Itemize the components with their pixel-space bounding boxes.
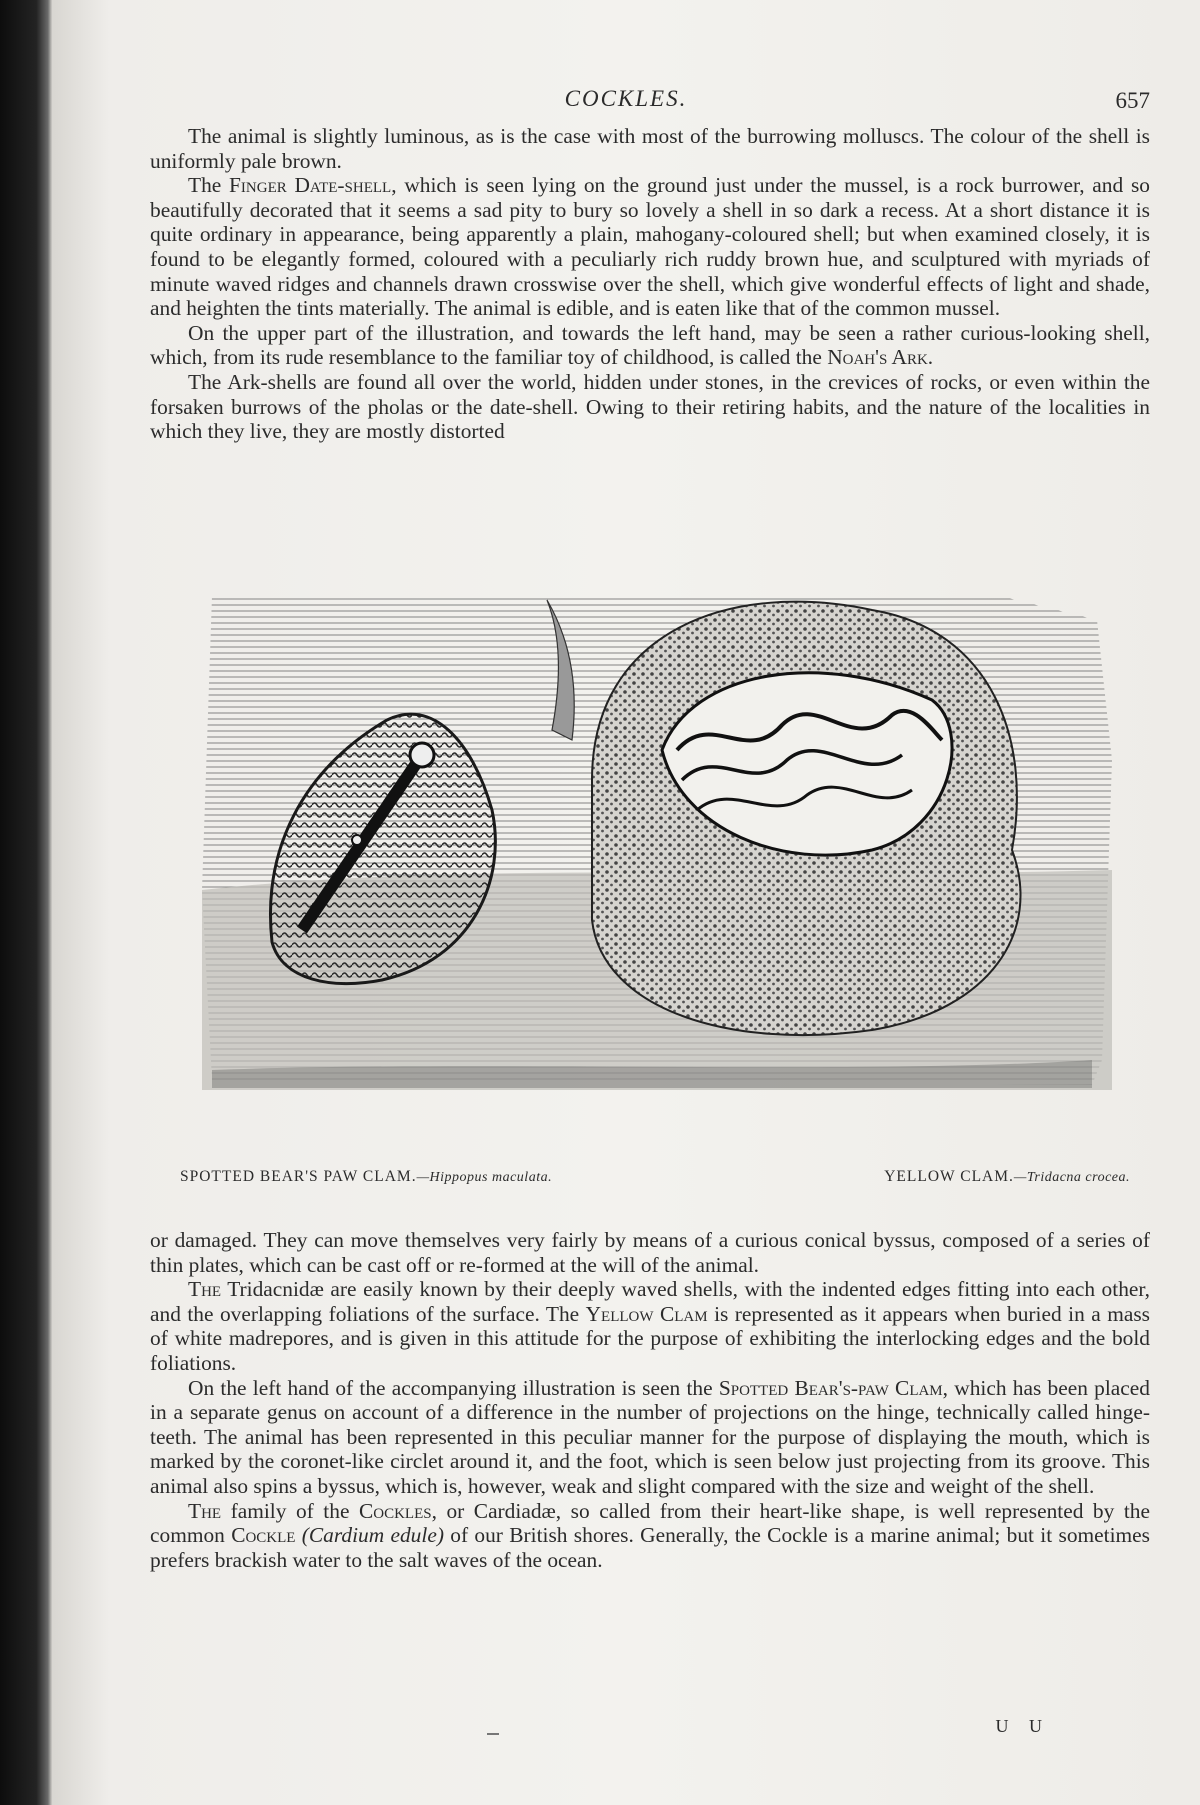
text-block-top xyxy=(150,124,1150,444)
text-run: On the upper part of the illustration, and towards the left hand, may be seen a rather curious-looking shell, which, from its rude resemblance to the familiar toy of childhood, is called the xyxy=(150,320,1150,370)
paragraph xyxy=(150,321,1150,370)
page-number: 657 xyxy=(1115,88,1150,113)
text-run: rock burrower, and so beautifully decorated that it seems a sad pity to bury so lovely a shell in so dark a recess. At a short distance it is quite ordinary in appearance, being apparently a plain, mahogany-coloured shell; but when examined closely, it is found to be elegantly formed, coloured with a peculiarly rich ruddy brown hue, and sculptured with myriads of minute waved ridges and channels drawn crosswise over the shell, which give wonderful effects of light and shade, and heighten the tints materially. The animal is edible, and is eaten like that of the common mussel. xyxy=(150,173,1150,321)
caption-name: SPOTTED BEAR'S PAW CLAM. xyxy=(180,1168,417,1185)
text-run: Tridacnidæ are easily known by their deeply waved shells, with the indented edges fitting into each other, and the overlapping foliations of the surface. The xyxy=(150,1277,1150,1326)
species-name: Noah's Ark. xyxy=(827,345,934,370)
caption-latin: —Tridacna crocea. xyxy=(1013,1170,1130,1185)
book-page xyxy=(52,0,1200,1805)
text-run: which has been placed in a separate genus on account of a difference in the number of projections on the hinge, technically called hinge-teeth. The animal has been represented in this peculiar manner for the purpose of displaying the mouth, which is marked by the coronet-like circlet around it, and the foot, which is seen below just projecting from its groove. This animal also spins a byssus, which is, however, weak and slight compared with the size and weight of the shell. xyxy=(150,1375,1150,1498)
caption-name: YELLOW CLAM. xyxy=(884,1168,1014,1185)
paragraph xyxy=(150,173,1150,321)
text-run: The xyxy=(188,1277,222,1302)
text-run: which is seen lying on the ground just under the mussel, is a xyxy=(404,173,949,198)
species-name: Cockle xyxy=(231,1523,296,1548)
figure-captions xyxy=(180,1168,1130,1196)
print-mark xyxy=(487,1733,499,1735)
caption-left xyxy=(180,1168,552,1186)
text-run: is represented as it appears when buried in a mass of white madrepores, and is given in this attitude for the purpose of exhibiting the interlocking edges and the bold foliations. xyxy=(150,1301,1150,1375)
paragraph xyxy=(150,1376,1150,1499)
species-name: Spotted Bear's-paw Clam, xyxy=(718,1375,948,1400)
paragraph xyxy=(150,1277,1150,1375)
species-name: Yellow Clam xyxy=(585,1301,708,1326)
caption-right xyxy=(884,1168,1130,1186)
text-run: On the left hand of the accompanying illustration is seen the xyxy=(188,1375,713,1400)
text-run: family of the xyxy=(230,1498,350,1523)
signature-mark: U U xyxy=(995,1716,1050,1736)
paragraph: or damaged. They can move themselves very fairly by means of a curious conical byssus, composed of a series of thin plates, which can be cast off or re-formed at the will of the animal. xyxy=(150,1228,1150,1277)
paragraph: The Ark-shells are found all over the world, hidden under stones, in the crevices of rocks, or even within the forsaken burrows of the pholas or the date-shell. Owing to their retiring habits, and the nature of the localities in which they live, they are mostly distorted xyxy=(150,369,1150,444)
text-run: The xyxy=(188,1498,222,1523)
latin-name: (Cardium edule) xyxy=(301,1523,444,1548)
engraving-illustration xyxy=(172,590,1150,1145)
running-title: COCKLES. xyxy=(564,86,688,111)
text-run: The xyxy=(188,173,222,198)
book-spine-shadow xyxy=(0,0,52,1805)
caption-latin: —Hippopus maculata. xyxy=(416,1170,553,1185)
species-name: Cockles, xyxy=(358,1498,437,1523)
text-block-bottom xyxy=(150,1228,1150,1572)
text-run: or Cardiadæ, so called from their heart-like shape, is well represented by the common xyxy=(150,1498,1150,1548)
species-name: Finger Date-shell, xyxy=(229,173,397,198)
text-run: of our British shores. Generally, the Cockle is a marine animal; but it sometimes prefers brackish water to the salt waves of the ocean. xyxy=(150,1523,1150,1572)
paragraph xyxy=(150,1499,1150,1573)
paragraph: The animal is slightly luminous, as is the case with most of the burrowing molluscs. The colour of the shell is uniformly pale brown. xyxy=(150,124,1150,173)
